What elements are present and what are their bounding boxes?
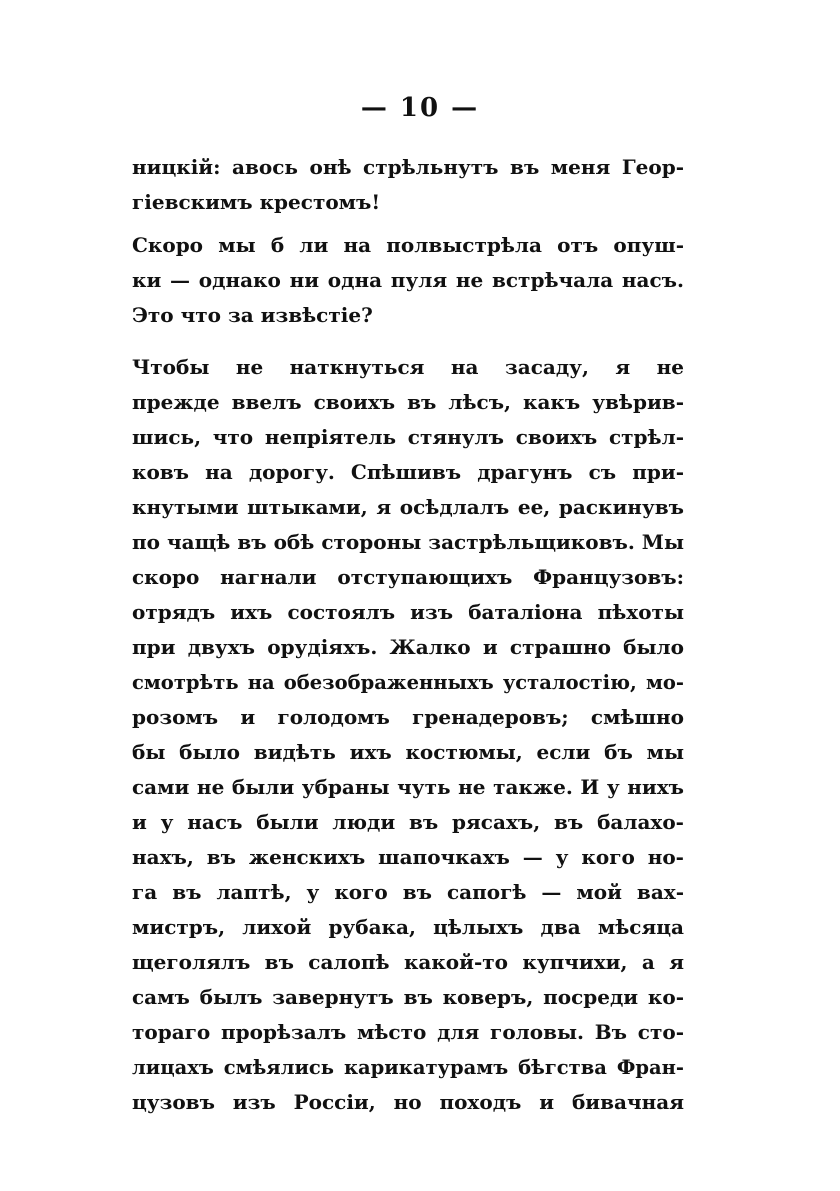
text-line: по чащѣ въ обѣ стороны застрѣльщиковъ. Мы (132, 530, 684, 554)
text-line: шись, что непріятель стянулъ своихъ стрѣл- (132, 425, 684, 449)
text-line: Скоро мы б ли на полвыстрѣла отъ опуш- (132, 233, 684, 257)
text-line: ковъ на дорогу. Спѣшивъ драгунъ съ при- (132, 460, 684, 484)
text-line: га въ лаптѣ, у кого въ сапогѣ — мой вах- (132, 880, 684, 904)
text-line: нахъ, въ женскихъ шапочкахъ — у кого но- (132, 845, 684, 869)
paragraph-1 (132, 150, 684, 220)
text-line: бы было видѣть ихъ костюмы, если бъ мы (132, 740, 684, 764)
text-line: ки — однако ни одна пуля не встрѣчала насъ. (132, 268, 684, 292)
text-line: мистръ, лихой рубака, цѣлыхъ два мѣсяца (132, 915, 684, 939)
text-line: самъ былъ завернутъ въ коверъ, посреди ко- (132, 985, 684, 1009)
text-line: ницкій: авось онѣ стрѣльнутъ въ меня Геор- (132, 155, 684, 179)
text-line: гіевскимъ крестомъ! (132, 190, 381, 214)
text-line: щеголялъ въ салопѣ какой-то купчихи, а я (132, 950, 684, 974)
text-line: и у насъ были люди въ рясахъ, въ балахо- (132, 810, 684, 834)
text-line: прежде ввелъ своихъ въ лѣсъ, какъ увѣрив- (132, 390, 684, 414)
text-line: тораго прорѣзалъ мѣсто для головы. Въ сто- (132, 1020, 684, 1044)
text-line: при двухъ орудіяхъ. Жалко и страшно было (132, 635, 684, 659)
text-line: смотрѣть на обезображенныхъ усталостію, мо- (132, 671, 684, 694)
text-line: лицахъ смѣялись карикатурамъ бѣгства Фран- (132, 1056, 684, 1079)
text-line: отрядъ ихъ состоялъ изъ баталіона пѣхоты (132, 600, 684, 624)
text-line: Чтобы не наткнуться на засаду, я не (132, 355, 684, 379)
text-line: Это что за извѣстіе? (132, 303, 373, 327)
text-line: скоро нагнали отступающихъ Французовъ: (132, 565, 684, 589)
page-number: — 10 — (360, 93, 480, 123)
text-line: кнутыми штыками, я осѣдлалъ ее, раскинувъ (132, 495, 684, 519)
text-line: цузовъ изъ Россіи, но походъ и бивачная (132, 1090, 684, 1114)
text-line: розомъ и голодомъ гренадеровъ; смѣшно (132, 705, 684, 729)
paragraph-3 (132, 350, 684, 1120)
paragraph-2 (132, 228, 684, 333)
text-line: сами не были убраны чуть не также. И у нихъ (132, 775, 684, 799)
